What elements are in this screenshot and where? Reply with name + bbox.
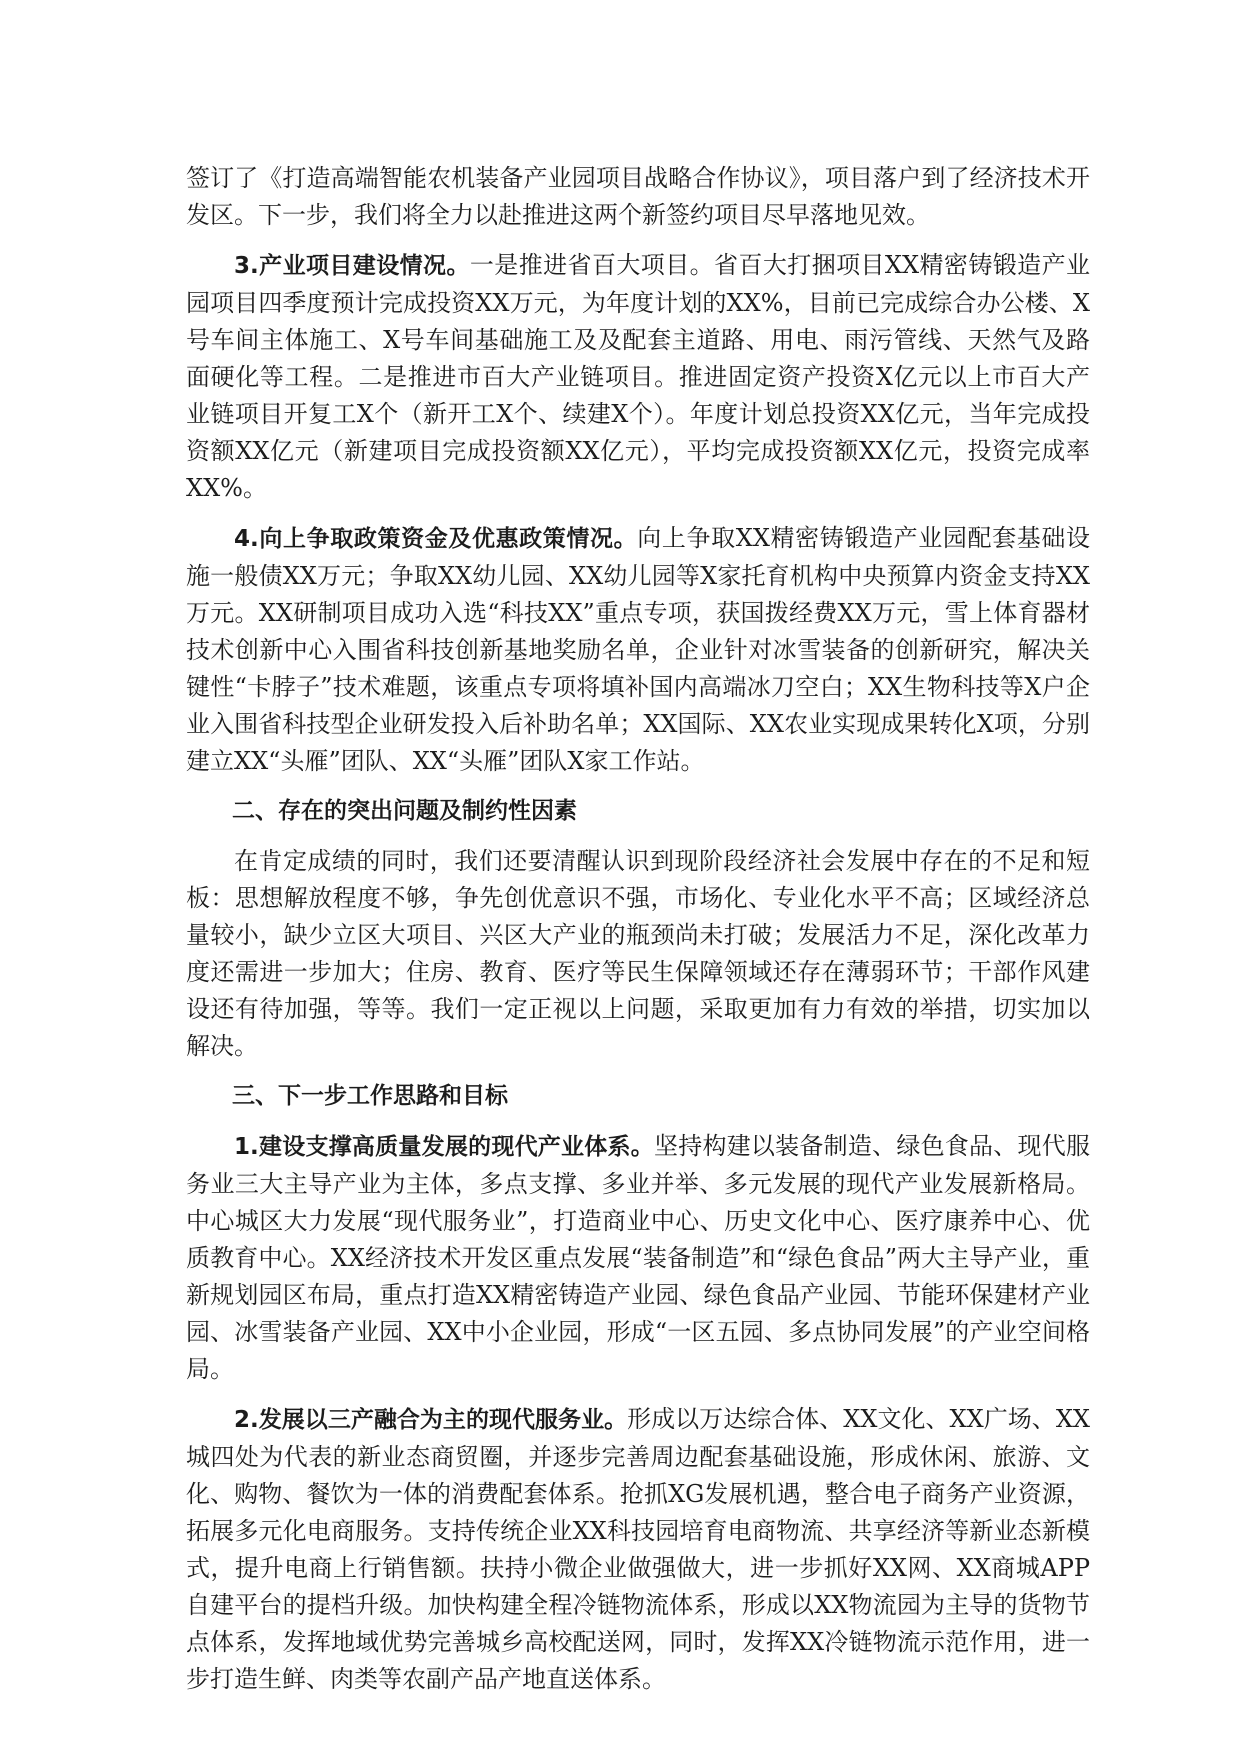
body-paragraph	[186, 247, 1090, 507]
paragraph-lead: 3.产业项目建设情况。	[234, 253, 470, 279]
paragraph-text: 一是推进省百大项目。省百大打捆项目XX精密铸锻造产业园项目四季度预计完成投资XX万元，为年度计划的XX%，目前已完成综合办公楼、X号车间主体施工、X号车间基础施工及及配套主道路、用电、雨污管线、天然气及路面硬化等工程。二是推进市百大产业链项目。推进固定资产投资X亿元以上市百大产业链项目开复工X个（新开工X个、续建X个）。年度计划总投资XX亿元，当年完成投资额XX亿元（新建项目完成投资额XX亿元），平均完成投资额XX亿元，投资完成率XX%。	[186, 251, 1090, 502]
paragraph-text: 在肯定成绩的同时，我们还要清醒认识到现阶段经济社会发展中存在的不足和短板：思想解放程度不够，争先创优意识不强，市场化、专业化水平不高；区域经济总量较小，缺少立区大项目、兴区大产业的瓶颈尚未打破；发展活力不足，深化改革力度还需进一步加大；住房、教育、医疗等民生保障领域还存在薄弱环节；干部作风建设还有待加强，等等。我们一定正视以上问题，采取更加有力有效的举措，切实加以解决。	[186, 847, 1090, 1060]
paragraph-text: 坚持构建以装备制造、绿色食品、现代服务业三大主导产业为主体，多点支撑、多业并举、多元发展的现代产业发展新格局。中心城区大力发展“现代服务业”，打造商业中心、历史文化中心、医疗康养中心、优质教育中心。XX经济技术开发区重点发展“装备制造”和“绿色食品”两大主导产业，重新规划园区布局，重点打造XX精密铸造产业园、绿色食品产业园、节能环保建材产业园、冰雪装备产业园、XX中小企业园，形成“一区五园、多点协同发展”的产业空间格局。	[186, 1132, 1090, 1383]
section-heading: 三、下一步工作思路和目标	[232, 1083, 508, 1109]
body-paragraph	[186, 843, 1090, 1065]
section-heading: 二、存在的突出问题及制约性因素	[232, 798, 577, 824]
paragraph-lead: 4.向上争取政策资金及优惠政策情况。	[234, 526, 638, 552]
paragraph-lead: 1.建设支撑高质量发展的现代产业体系。	[234, 1134, 654, 1160]
body-paragraph	[186, 520, 1090, 780]
paragraph-lead: 2.发展以三产融合为主的现代服务业。	[234, 1407, 628, 1433]
body-paragraph	[186, 1128, 1090, 1388]
paragraph-text: 签订了《打造高端智能农机装备产业园项目战略合作协议》，项目落户到了经济技术开发区。下一步，我们将全力以赴推进这两个新签约项目尽早落地见效。	[186, 164, 1090, 229]
body-paragraph	[186, 160, 1090, 234]
paragraph-text: 形成以万达综合体、XX文化、XX广场、XX城四处为代表的新业态商贸圈，并逐步完善周边配套基础设施，形成休闲、旅游、文化、购物、餐饮为一体的消费配套体系。抢抓XG发展机遇，整合电子商务产业资源，拓展多元化电商服务。支持传统企业XX科技园培育电商物流、共享经济等新业态新模式，提升电商上行销售额。扶持小微企业做强做大，进一步抓好XX网、XX商城APP自建平台的提档升级。加快构建全程冷链物流体系，形成以XX物流园为主导的货物节点体系，发挥地域优势完善城乡高校配送网，同时，发挥XX冷链物流示范作用，进一步打造生鲜、肉类等农副产品产地直送体系。	[186, 1405, 1090, 1693]
paragraph-text: 向上争取XX精密铸锻造产业园配套基础设施一般债XX万元；争取XX幼儿园、XX幼儿园等X家托育机构中央预算内资金支持XX万元。XX研制项目成功入选“科技XX”重点专项，获国拨经费XX万元，雪上体育器材技术创新中心入围省科技创新基地奖励名单，企业针对冰雪装备的创新研究，解决关键性“卡脖子”技术难题，该重点专项将填补国内高端冰刀空白；XX生物科技等X户企业入围省科技型企业研发投入后补助名单；XX国际、XX农业实现成果转化X项，分别建立XX“头雁”团队、XX“头雁”团队X家工作站。	[186, 524, 1090, 775]
body-paragraph	[186, 1401, 1090, 1698]
